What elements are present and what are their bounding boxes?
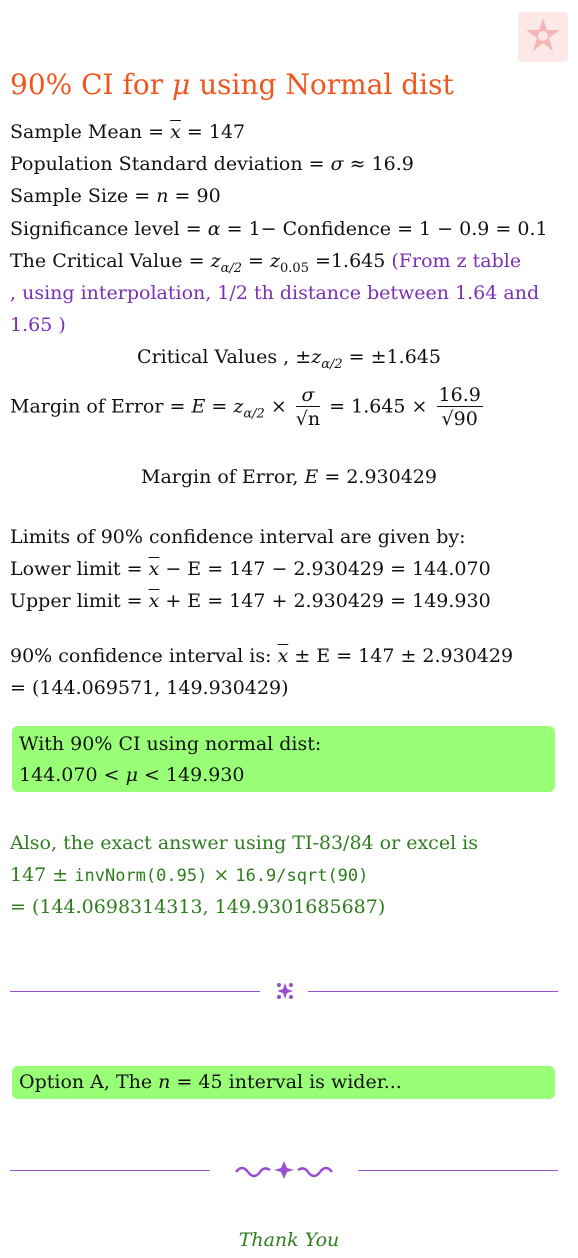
- exact-line-2: 147 ± invNorm(0.95) × 16.9/sqrt(90): [10, 864, 369, 886]
- badge-star-flower-icon: [518, 12, 568, 62]
- divider-left: [10, 991, 260, 992]
- margin-value-line: Margin of Error, E = 2.930429: [141, 466, 437, 488]
- margin-formula-line: Margin of Error = $E = z_{\alpha/2}$ × $\frac{\sigma}{√n}$ = 1.645 × $\frac{16.9}{√90}$: [10, 384, 481, 430]
- sample-size-line: Sample Size = n = 90: [10, 185, 221, 207]
- sample-mean-line: Sample Mean = $\overline{x} = 147$: [10, 121, 246, 143]
- lower-limit-line: Lower limit = $\overline{x} - E = 147 - 2.930429 = 144.070$: [10, 558, 491, 580]
- option-box: [12, 1066, 555, 1099]
- exact-line-3: = (144.0698314313, 149.9301685687): [10, 896, 386, 918]
- divider-right-2: [358, 1170, 558, 1171]
- ci-line-2: = (144.069571, 149.930429): [10, 677, 289, 699]
- critical-values-line: Critical Values , $\pm z_{\alpha/2} = \pm 1.645$: [137, 346, 441, 372]
- exact-line-1: Also, the exact answer using TI-83/84 or excel is: [10, 832, 479, 854]
- population-sd-line: Population Standard deviation = σ ≈ 16.9: [10, 153, 414, 175]
- flourish-ornament-icon: [232, 1159, 336, 1181]
- ornament-icon: [275, 981, 295, 1001]
- sigma-over-root-n-fraction: $\frac{\sigma}{√n}$: [295, 384, 321, 430]
- divider-right: [308, 991, 558, 992]
- critical-note-line-2: , using interpolation, 1/2 th distance between 1.64 and: [10, 282, 540, 304]
- limits-intro-line: Limits of 90% confidence interval are given by:: [10, 526, 466, 548]
- critical-note-line-3: 1.65 ): [10, 314, 66, 336]
- significance-line: Significance level = α = 1− Confidence = 1 − 0.9 = 0.1: [10, 218, 548, 240]
- critical-value-line: The Critical Value = $z_{\alpha/2} = z_{0.05} =1.645$ (From z table: [10, 250, 522, 276]
- result-box: [12, 726, 555, 792]
- option-answer: Option A, The n = 45 interval is wider...: [19, 1071, 402, 1093]
- ci-line-1: 90% confidence interval is: $\overline{x} \pm E = 147 \pm 2.930429$: [10, 645, 514, 667]
- page-title: 90% CI for μ using Normal dist: [10, 68, 454, 101]
- thank-you: Thank You: [238, 1229, 340, 1251]
- result-line-1: With 90% CI using normal dist:: [19, 733, 322, 755]
- result-line-2: 144.070 < μ < 149.930: [19, 764, 245, 786]
- upper-limit-line: Upper limit = $\overline{x} + E = 147 + 2.930429 = 149.930$: [10, 590, 491, 612]
- value-fraction: $\frac{16.9}{√90}$: [438, 384, 481, 430]
- divider-left-2: [10, 1170, 210, 1171]
